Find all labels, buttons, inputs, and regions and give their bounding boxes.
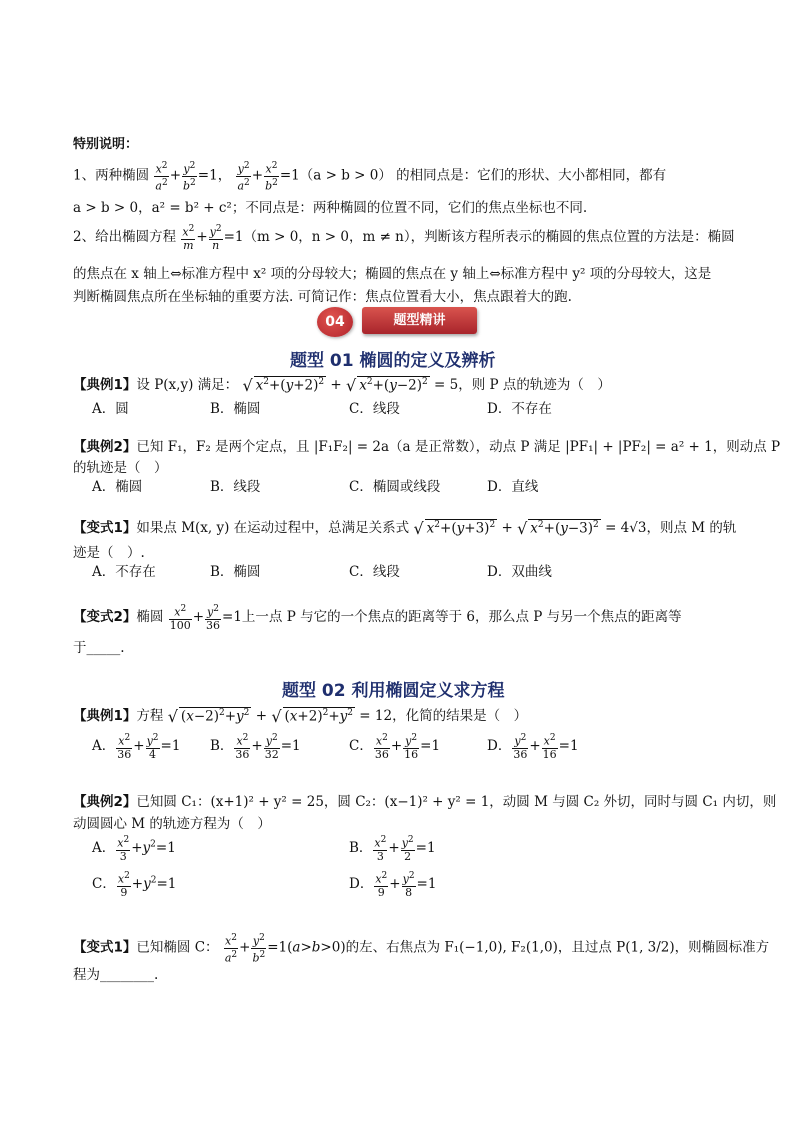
note-p1-line2: a > b > 0，a² = b² + c²；不同点是：两种椭圆的位置不同，它们的焦点坐标也不同. [73, 200, 588, 216]
s2-ex1-question: 【典例1】方程 √ $(x-2)^2+y^2$ + √ $(x+2)^2+y^2 = 12$，化简的结果是（ ） [73, 707, 528, 726]
s2-ex1-option-b: B． $\frac{x^2}{36}$ + $\frac{y^2}{32}$ =1 [210, 733, 301, 761]
s2-ex1-option-a: A． $\frac{x^2}{36}$ + $\frac{y^2}{4}$ =1 [92, 733, 181, 761]
s1-var1-line2: 迹是（ ）. [73, 545, 145, 561]
s2-ex2-option-b: B． $\frac{x^2}{3}$ + $\frac{y^2}{2}$ =1 [349, 835, 436, 863]
section2-title: 题型 02 利用椭圆定义求方程 [282, 681, 505, 701]
s1-var2-question: 【变式2】椭圆 $\frac{x^2}{100}$ + $\frac{y^2}{36}$ =1上一点 P 与它的一个焦点的距离等于 6，那么点 P 与另一个焦点的距离等 [73, 604, 682, 632]
s2-ex2-option-a: A． $\frac{x^2}{3}$ $+y^2=1$ [92, 835, 176, 863]
note-p1: 1、两种椭圆 $\frac{x^2}{a^2}$ + $\frac{y^2}{b^2}$ =1， $\frac{y^2}{a^2}$ + $\frac{x^2}{b^2}$ =1（a > b > 0） 的相同点是：它们的形状、大小都相同，都有 [73, 161, 667, 193]
s2-ex2-option-c: C． $\frac{x^2}{9}$ $+y^2=1$ [92, 871, 177, 899]
s1-ex2-option-b: B．线段 [210, 479, 261, 495]
s1-ex2-option-a: A．椭圆 [92, 479, 143, 495]
s1-ex1-option-c: C．线段 [349, 401, 400, 417]
s1-ex2-option-c: C．椭圆或线段 [349, 479, 441, 495]
s2-ex1-option-c: C． $\frac{x^2}{36}$ + $\frac{y^2}{16}$ =1 [349, 733, 441, 761]
s1-ex1-question: 【典例1】设 P(x,y) 满足： √ $x^2+(y+2)^2$ + √ $x^2+(y-2)^2 = 5$，则 P 点的轨迹为（ ） [73, 376, 611, 395]
s1-var1-question: 【变式1】如果点 M(x, y) 在运动过程中，总满足关系式 √ $x^2+(y+3)^2$ + √ $x^2+(y-3)^2 = 4√3$，则点 M 的轨 [73, 519, 737, 538]
s1-ex2-option-d: D．直线 [487, 479, 539, 495]
section1-title: 题型 01 椭圆的定义及辨析 [290, 351, 496, 371]
s1-var1-option-c: C．线段 [349, 564, 400, 580]
s1-ex1-option-a: A．圆 [92, 401, 129, 417]
s1-ex2-line2: 的轨迹是（ ） [73, 460, 168, 476]
note-p2-line2: 的焦点在 x 轴上⇔标准方程中 x² 项的分母较大；椭圆的焦点在 y 轴上⇔标准方程中 y² 项的分母较大，这是 [73, 266, 712, 282]
s1-ex2-question: 【典例2】已知 F₁，F₂ 是两个定点，且 |F₁F₂| = 2a（a 是正常数），动点 P 满足 |PF₁| + |PF₂| = a² + 1，则动点 P [73, 439, 781, 455]
s1-var1-option-a: A．不存在 [92, 564, 156, 580]
s1-ex1-option-b: B．椭圆 [210, 401, 261, 417]
s1-var1-option-d: D．双曲线 [487, 564, 552, 580]
section-label-badge: 题型精讲 [362, 307, 477, 334]
note-heading: 特别说明： [73, 137, 139, 152]
s1-var2-line2: 于_____. [73, 640, 125, 656]
section-number-badge: 04 [317, 307, 353, 337]
s1-var1-option-b: B．椭圆 [210, 564, 261, 580]
s2-ex2-question: 【典例2】已知圆 C₁：(x+1)² + y² = 25，圆 C₂：(x−1)² + y² = 1，动圆 M 与圆 C₂ 外切，同时与圆 C₁ 内切，则 [73, 794, 777, 810]
s1-ex1-option-d: D．不存在 [487, 401, 552, 417]
note-p2: 2、给出椭圆方程 $\frac{x^2}{m}$ + $\frac{y^2}{n}$ =1（m > 0，n > 0，m ≠ n），判断该方程所表示的椭圆的焦点位置的方法是：椭圆 [73, 224, 735, 252]
s2-ex2-line2: 动圆圆心 M 的轨迹方程为（ ） [73, 816, 271, 832]
s2-ex2-option-d: D． $\frac{x^2}{9}$ + $\frac{y^2}{8}$ =1 [349, 871, 437, 899]
s2-ex1-option-d: D． $\frac{y^2}{36}$ + $\frac{x^2}{16}$ =1 [487, 733, 579, 761]
s2-var1-question: 【变式1】已知椭圆 C： $\frac{x^2}{a^2}$ + $\frac{y^2}{b^2}$ =1(a>b>0)的左、右焦点为 F₁(−1,0), F₂(1,0)，且过点 P(1, 3/2)，则椭圆标准方 [73, 933, 770, 965]
note-p2-line3: 判断椭圆焦点所在坐标轴的重要方法. 可简记作：焦点位置看大小，焦点跟着大的跑. [73, 289, 572, 305]
s2-var1-line2: 程为________. [73, 967, 159, 983]
